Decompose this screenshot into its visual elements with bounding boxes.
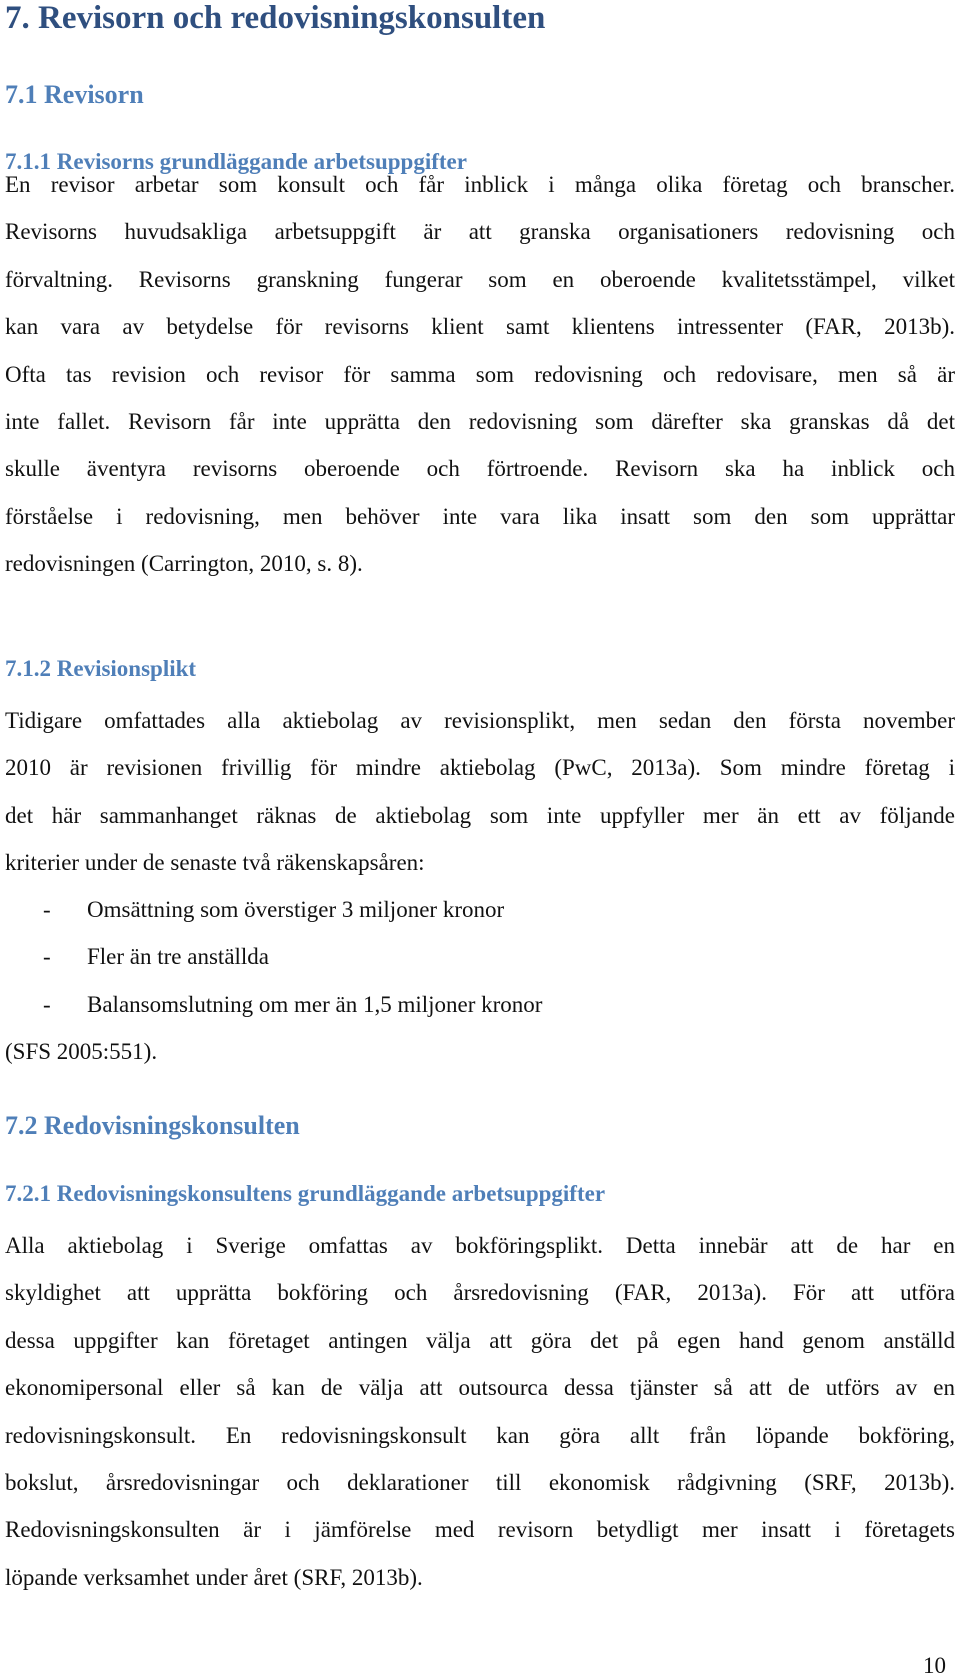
paragraph-line: Revisorns huvudsakliga arbetsuppgift är att granska organisationers redovisning och bbox=[5, 219, 955, 245]
paragraph-line: 2010 är revisionen frivillig för mindre aktiebolag (PwC, 2013a). Som mindre företag i bbox=[5, 755, 955, 781]
paragraph-line: inte fallet. Revisorn får inte upprätta den redovisning som därefter ska granskas då det bbox=[5, 408, 955, 434]
chapter-heading: 7. Revisorn och redovisningskonsulten bbox=[5, 0, 546, 36]
paragraph-line: skyldighet att upprätta bokföring och årsredovisning (FAR, 2013a). För att utföra bbox=[5, 1280, 955, 1306]
paragraph-line: kan vara av betydelse för revisorns klient samt klientens intressenter (FAR, 2013b). bbox=[5, 314, 955, 340]
list-item-text: Balansomslutning om mer än 1,5 miljoner kronor bbox=[87, 991, 543, 1017]
paragraph-7-2-1 bbox=[5, 1222, 955, 1601]
paragraph-line: dessa uppgifter kan företaget antingen välja att göra det på egen hand genom anställd bbox=[5, 1327, 955, 1353]
section-heading-7-2: 7.2 Redovisningskonsulten bbox=[5, 1111, 300, 1140]
paragraph-line: förvaltning. Revisorns granskning fungerar som en oberoende kvalitetsstämpel, vilket bbox=[5, 266, 955, 292]
paragraph-line: förståelse i redovisning, men behöver inte vara lika insatt som den som upprättar bbox=[5, 503, 955, 529]
paragraph-7-1-2 bbox=[5, 697, 955, 887]
citation-line: (SFS 2005:551). bbox=[5, 1039, 158, 1064]
paragraph-line: Redovisningskonsulten är i jämförelse med revisorn betydligt mer insatt i företagets bbox=[5, 1517, 955, 1543]
paragraph-line: det här sammanhanget räknas de aktiebolag som inte uppfyller mer än ett av följande bbox=[5, 802, 955, 828]
paragraph-line: kriterier under de senaste två räkenskapsåren: bbox=[5, 850, 425, 876]
paragraph-line: Alla aktiebolag i Sverige omfattas av bokföringsplikt. Detta innebär att de har en bbox=[5, 1233, 955, 1258]
subsection-heading-7-1-1: 7.1.1 Revisorns grundläggande arbetsuppgifter bbox=[5, 149, 467, 174]
paragraph-line: redovisningskonsult. En redovisningskonsult kan göra allt från löpande bokföring, bbox=[5, 1422, 955, 1448]
paragraph-line: bokslut, årsredovisningar och deklarationer till ekonomisk rådgivning (SRF, 2013b). bbox=[5, 1469, 955, 1495]
list-item-text: Omsättning som överstiger 3 miljoner kronor bbox=[87, 897, 505, 922]
section-heading-7-1: 7.1 Revisorn bbox=[5, 80, 144, 109]
list-item-text: Fler än tre anställda bbox=[87, 944, 270, 970]
paragraph-line: Ofta tas revision och revisor för samma som redovisning och redovisare, men så är bbox=[5, 361, 955, 387]
paragraph-7-1-1 bbox=[5, 161, 955, 588]
paragraph-citation bbox=[5, 1028, 955, 1075]
list-dash: - bbox=[43, 944, 51, 970]
subsection-heading-7-1-2: 7.1.2 Revisionsplikt bbox=[5, 656, 197, 681]
paragraph-line: Tidigare omfattades alla aktiebolag av revisionsplikt, men sedan den första november bbox=[5, 708, 955, 733]
paragraph-line: löpande verksamhet under året (SRF, 2013b). bbox=[5, 1564, 423, 1590]
paragraph-line: redovisningen (Carrington, 2010, s. 8). bbox=[5, 551, 363, 577]
paragraph-line: skulle äventyra revisorns oberoende och förtroende. Revisorn ska ha inblick och bbox=[5, 456, 955, 482]
list-dash: - bbox=[43, 991, 51, 1017]
page-number: 10 bbox=[923, 1653, 946, 1678]
paragraph-line: En revisor arbetar som konsult och får inblick i många olika företag och branscher. bbox=[5, 172, 955, 197]
paragraph-line: ekonomipersonal eller så kan de välja att outsourca dessa tjänster så att de utförs av en bbox=[5, 1375, 955, 1401]
subsection-heading-7-2-1: 7.2.1 Redovisningskonsultens grundläggande arbetsuppgifter bbox=[5, 1181, 606, 1206]
list-dash: - bbox=[43, 897, 51, 922]
